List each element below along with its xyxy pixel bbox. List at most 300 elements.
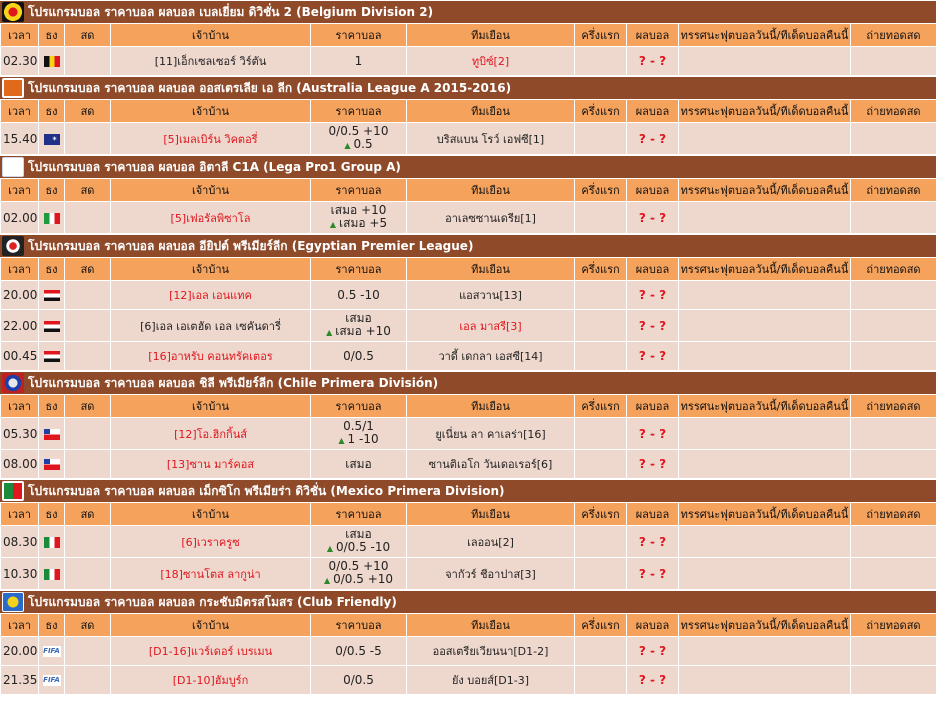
result-cell[interactable] bbox=[627, 310, 679, 342]
home-team-cell bbox=[111, 450, 311, 479]
broadcast-cell[interactable] bbox=[851, 310, 936, 342]
column-header-home: เจ้าบ้าน bbox=[111, 179, 311, 202]
league-section bbox=[0, 371, 936, 479]
league-section bbox=[0, 155, 936, 234]
league-title: โปรแกรมบอล ราคาบอล ผลบอล อิตาลี C1A (Lega Pro1 Group A) bbox=[28, 159, 401, 174]
column-header-result: ผลบอล bbox=[627, 503, 679, 526]
broadcast-cell[interactable] bbox=[851, 202, 936, 234]
league-title: โปรแกรมบอล ราคาบอล ผลบอล เม็กซิโก พรีเมียร่า ดิวิชั่น (Mexico Primera Division) bbox=[28, 483, 505, 498]
score-link[interactable]: ? - ? bbox=[638, 566, 667, 581]
column-header-result: ผลบอล bbox=[627, 179, 679, 202]
column-header-half: ครึ่งแรก bbox=[575, 179, 627, 202]
column-header-row bbox=[1, 614, 936, 637]
match-row bbox=[1, 202, 936, 234]
triangle-up-icon: ▲ bbox=[323, 576, 331, 585]
score-link[interactable]: ? - ? bbox=[638, 644, 667, 658]
away-team-link[interactable]: ยัง บอยส์[D1-3] bbox=[451, 674, 530, 687]
triangle-up-icon: ▲ bbox=[329, 220, 337, 229]
column-header-live: สด bbox=[65, 24, 111, 47]
triangle-up-icon: ▲ bbox=[338, 436, 345, 445]
column-header-home: เจ้าบ้าน bbox=[111, 100, 311, 123]
fixtures-table bbox=[0, 23, 936, 76]
chile-flag-icon bbox=[44, 429, 60, 440]
result-cell[interactable] bbox=[627, 637, 679, 666]
column-header-live: สด bbox=[65, 258, 111, 281]
club-friendly-logo-icon bbox=[2, 592, 24, 612]
league-section bbox=[0, 0, 936, 76]
odds-cell bbox=[311, 47, 407, 76]
league-header[interactable] bbox=[0, 155, 936, 178]
match-time: 20.00 bbox=[1, 281, 39, 310]
column-header-home: เจ้าบ้าน bbox=[111, 614, 311, 637]
broadcast-cell[interactable] bbox=[851, 281, 936, 310]
egypt-league-logo-icon bbox=[2, 236, 24, 256]
column-header-live: สด bbox=[65, 614, 111, 637]
home-team-link[interactable]: [6]เอล เอเตฮัด เอล เซคันดารี่ bbox=[140, 319, 281, 333]
away-team-link[interactable]: จากัวร์ ชีอาปาส[3] bbox=[445, 567, 536, 581]
odds-line-1: 0/0.5 -5 bbox=[335, 643, 382, 658]
home-team-cell bbox=[111, 666, 311, 695]
live-cell[interactable] bbox=[65, 47, 111, 76]
odds-line-1: 0/0.5 +10 bbox=[328, 124, 389, 138]
half-time-cell bbox=[575, 310, 627, 342]
odds-cell bbox=[311, 123, 407, 155]
flag-cell bbox=[39, 666, 65, 695]
match-row bbox=[1, 310, 936, 342]
broadcast-cell[interactable] bbox=[851, 418, 936, 450]
away-team-cell bbox=[407, 450, 575, 479]
score-link[interactable]: ? - ? bbox=[638, 288, 667, 302]
home-team-cell bbox=[111, 202, 311, 234]
match-row bbox=[1, 637, 936, 666]
tips-cell[interactable] bbox=[679, 666, 851, 695]
column-header-tips: ทรรศนะฟุตบอลวันนี้/ทีเด็ดบอลคืนนี้ bbox=[679, 614, 851, 637]
odds-line-1: เสมอ +10 bbox=[330, 203, 387, 217]
fifa-flag-icon: FIFA bbox=[43, 647, 60, 655]
flag-cell bbox=[39, 202, 65, 234]
match-row bbox=[1, 123, 936, 155]
column-header-half: ครึ่งแรก bbox=[575, 614, 627, 637]
column-header-home: เจ้าบ้าน bbox=[111, 503, 311, 526]
score-link[interactable]: ? - ? bbox=[638, 318, 667, 333]
odds-cell bbox=[311, 310, 407, 342]
match-time: 21.35 bbox=[1, 666, 39, 695]
odds-line-1: 0.5 -10 bbox=[337, 287, 380, 302]
away-team-link[interactable]: บริสแบน โรว์ เอฟซี[1] bbox=[436, 132, 545, 146]
match-row bbox=[1, 418, 936, 450]
odds-cell bbox=[311, 342, 407, 371]
odds-line-1: 0/0.5 bbox=[343, 348, 374, 363]
result-cell[interactable] bbox=[627, 526, 679, 558]
half-time-cell bbox=[575, 637, 627, 666]
match-row bbox=[1, 281, 936, 310]
league-title: โปรแกรมบอล ราคาบอล ผลบอล อียิปต์ พรีเมียร์ลีก (Egyptian Premier League) bbox=[28, 238, 474, 253]
fixtures-table bbox=[0, 257, 936, 371]
column-header-time: เวลา bbox=[1, 179, 39, 202]
live-cell[interactable] bbox=[65, 558, 111, 590]
triangle-up-icon: ▲ bbox=[326, 544, 333, 553]
live-cell[interactable] bbox=[65, 526, 111, 558]
mexico-flag-icon bbox=[44, 537, 60, 548]
odds-cell bbox=[311, 666, 407, 695]
column-header-flag: ธง bbox=[39, 395, 65, 418]
broadcast-cell[interactable] bbox=[851, 123, 936, 155]
broadcast-cell[interactable] bbox=[851, 637, 936, 666]
live-cell[interactable] bbox=[65, 281, 111, 310]
column-header-away: ทีมเยือน bbox=[407, 503, 575, 526]
match-time: 08.00 bbox=[1, 450, 39, 479]
away-team-cell bbox=[407, 342, 575, 371]
match-time: 00.45 bbox=[1, 342, 39, 371]
home-team-cell bbox=[111, 558, 311, 590]
flag-cell bbox=[39, 450, 65, 479]
odds-line-2: 0/0.5 -10 bbox=[335, 540, 391, 554]
chile-league-logo-icon bbox=[2, 373, 24, 393]
odds-line-1: 0.5/1 bbox=[343, 419, 374, 433]
italy-flag-icon bbox=[44, 213, 60, 224]
broadcast-cell[interactable] bbox=[851, 450, 936, 479]
home-team-link[interactable]: [D1-16]แวร์เดอร์ เบรเมน bbox=[148, 645, 273, 658]
flag-cell bbox=[39, 418, 65, 450]
belgium-league-logo-icon bbox=[2, 2, 24, 22]
home-team-cell bbox=[111, 418, 311, 450]
column-header-time: เวลา bbox=[1, 503, 39, 526]
league-header[interactable] bbox=[0, 371, 936, 394]
result-cell[interactable] bbox=[627, 418, 679, 450]
column-header-away: ทีมเยือน bbox=[407, 24, 575, 47]
away-team-link[interactable]: อาเลซซานเดรีย[1] bbox=[445, 211, 536, 225]
column-header-broadcast: ถ่ายทอดสด bbox=[851, 614, 936, 637]
home-team-link[interactable]: [13]ซาน มาร์คอส bbox=[166, 458, 255, 471]
live-cell[interactable] bbox=[65, 418, 111, 450]
league-title: โปรแกรมบอล ราคาบอล ผลบอล ชิลี พรีเมียร์ลีก (Chile Primera División) bbox=[28, 375, 439, 390]
column-header-broadcast: ถ่ายทอดสด bbox=[851, 258, 936, 281]
column-header-away: ทีมเยือน bbox=[407, 614, 575, 637]
away-team-link[interactable]: เอล มาสรี[3] bbox=[459, 319, 522, 333]
flag-cell bbox=[39, 637, 65, 666]
home-team-link[interactable]: [16]อาหรับ คอนทรัคเตอร bbox=[148, 350, 273, 363]
result-cell[interactable] bbox=[627, 558, 679, 590]
mexico-league-logo-icon bbox=[2, 481, 24, 501]
live-cell[interactable] bbox=[65, 666, 111, 695]
fixtures-table bbox=[0, 394, 936, 479]
column-header-home: เจ้าบ้าน bbox=[111, 395, 311, 418]
triangle-up-icon: ▲ bbox=[344, 141, 351, 150]
column-header-home: เจ้าบ้าน bbox=[111, 24, 311, 47]
half-time-cell bbox=[575, 558, 627, 590]
column-header-flag: ธง bbox=[39, 24, 65, 47]
half-time-cell bbox=[575, 47, 627, 76]
home-team-cell bbox=[111, 637, 311, 666]
home-team-cell bbox=[111, 310, 311, 342]
flag-cell bbox=[39, 281, 65, 310]
live-cell[interactable] bbox=[65, 310, 111, 342]
column-header-odds: ราคาบอล bbox=[311, 258, 407, 281]
broadcast-cell[interactable] bbox=[851, 342, 936, 371]
league-section bbox=[0, 76, 936, 155]
match-time: 05.30 bbox=[1, 418, 39, 450]
flag-cell bbox=[39, 123, 65, 155]
tips-cell[interactable] bbox=[679, 123, 851, 155]
flag-cell bbox=[39, 310, 65, 342]
column-header-live: สด bbox=[65, 100, 111, 123]
live-cell[interactable] bbox=[65, 450, 111, 479]
match-time: 20.00 bbox=[1, 637, 39, 666]
away-team-link[interactable]: ออสเตรียเวียนนา[D1-2] bbox=[432, 645, 549, 658]
home-team-cell bbox=[111, 47, 311, 76]
column-header-live: สด bbox=[65, 395, 111, 418]
column-header-time: เวลา bbox=[1, 614, 39, 637]
column-header-flag: ธง bbox=[39, 503, 65, 526]
league-section bbox=[0, 590, 936, 695]
column-header-row bbox=[1, 395, 936, 418]
league-title: โปรแกรมบอล ราคาบอล ผลบอล ออสเตรเลีย เอ ลีก (Australia League A 2015-2016) bbox=[28, 80, 512, 95]
league-section bbox=[0, 234, 936, 371]
away-team-link[interactable]: เลออน[2] bbox=[467, 535, 514, 549]
match-row bbox=[1, 558, 936, 590]
egypt-flag-icon bbox=[44, 351, 60, 362]
away-team-cell bbox=[407, 202, 575, 234]
score-link[interactable]: ? - ? bbox=[638, 673, 667, 687]
italy-league-logo-icon bbox=[2, 157, 24, 177]
odds-line-2: เสมอ +5 bbox=[339, 216, 388, 230]
flag-cell bbox=[39, 558, 65, 590]
column-header-broadcast: ถ่ายทอดสด bbox=[851, 24, 936, 47]
odds-line-2: เสมอ +10 bbox=[335, 324, 391, 338]
result-cell[interactable] bbox=[627, 123, 679, 155]
column-header-tips: ทรรศนะฟุตบอลวันนี้/ทีเด็ดบอลคืนนี้ bbox=[679, 503, 851, 526]
league-header[interactable] bbox=[0, 590, 936, 613]
result-cell[interactable] bbox=[627, 666, 679, 695]
column-header-live: สด bbox=[65, 503, 111, 526]
odds-line-2: 1 -10 bbox=[347, 432, 379, 446]
column-header-row bbox=[1, 258, 936, 281]
half-time-cell bbox=[575, 450, 627, 479]
column-header-flag: ธง bbox=[39, 614, 65, 637]
home-team-link[interactable]: [D1-10]ฮัมบูร์ก bbox=[172, 674, 249, 687]
match-row bbox=[1, 342, 936, 371]
column-header-time: เวลา bbox=[1, 24, 39, 47]
australia-league-logo-icon bbox=[2, 78, 24, 98]
match-row bbox=[1, 450, 936, 479]
column-header-time: เวลา bbox=[1, 100, 39, 123]
triangle-up-icon: ▲ bbox=[326, 328, 333, 337]
broadcast-cell[interactable] bbox=[851, 47, 936, 76]
odds-cell bbox=[311, 558, 407, 590]
tips-cell[interactable] bbox=[679, 450, 851, 479]
column-header-row bbox=[1, 24, 936, 47]
column-header-result: ผลบอล bbox=[627, 614, 679, 637]
away-team-link[interactable]: ซานติเอโก วันเดอเรอร์[6] bbox=[428, 458, 553, 471]
league-title: โปรแกรมบอล ราคาบอล ผลบอล เบลเยี่ยม ดิวิชั่น 2 (Belgium Division 2) bbox=[28, 4, 434, 19]
home-team-cell bbox=[111, 123, 311, 155]
column-header-tips: ทรรศนะฟุตบอลวันนี้/ทีเด็ดบอลคืนนี้ bbox=[679, 258, 851, 281]
result-cell[interactable] bbox=[627, 342, 679, 371]
odds-line-1: เสมอ bbox=[345, 456, 372, 471]
column-header-odds: ราคาบอล bbox=[311, 24, 407, 47]
odds-cell bbox=[311, 450, 407, 479]
result-cell[interactable] bbox=[627, 281, 679, 310]
fixtures-table bbox=[0, 99, 936, 155]
tips-cell[interactable] bbox=[679, 47, 851, 76]
odds-line-1: เสมอ bbox=[345, 311, 372, 325]
away-team-cell bbox=[407, 558, 575, 590]
match-time: 08.30 bbox=[1, 526, 39, 558]
column-header-result: ผลบอล bbox=[627, 258, 679, 281]
odds-line-1: 1 bbox=[354, 53, 363, 68]
column-header-tips: ทรรศนะฟุตบอลวันนี้/ทีเด็ดบอลคืนนี้ bbox=[679, 100, 851, 123]
result-cell[interactable] bbox=[627, 450, 679, 479]
column-header-away: ทีมเยือน bbox=[407, 395, 575, 418]
column-header-broadcast: ถ่ายทอดสด bbox=[851, 179, 936, 202]
column-header-row bbox=[1, 179, 936, 202]
column-header-flag: ธง bbox=[39, 100, 65, 123]
score-link[interactable]: ? - ? bbox=[638, 457, 667, 471]
tips-cell[interactable] bbox=[679, 342, 851, 371]
egypt-flag-icon bbox=[44, 321, 60, 332]
column-header-broadcast: ถ่ายทอดสด bbox=[851, 100, 936, 123]
match-time: 02.00 bbox=[1, 202, 39, 234]
belgium-flag-icon bbox=[44, 56, 60, 67]
home-team-link[interactable]: [5]เมลเบิร์น วิคตอรี่ bbox=[163, 132, 258, 146]
odds-line-1: 0/0.5 bbox=[343, 672, 374, 687]
half-time-cell bbox=[575, 202, 627, 234]
away-team-link[interactable]: วาดี้ เดกลา เอสซี[14] bbox=[438, 350, 543, 363]
tips-cell[interactable] bbox=[679, 310, 851, 342]
column-header-time: เวลา bbox=[1, 395, 39, 418]
tips-cell[interactable] bbox=[679, 418, 851, 450]
away-team-cell bbox=[407, 123, 575, 155]
flag-cell bbox=[39, 47, 65, 76]
column-header-half: ครึ่งแรก bbox=[575, 503, 627, 526]
column-header-odds: ราคาบอล bbox=[311, 614, 407, 637]
column-header-time: เวลา bbox=[1, 258, 39, 281]
match-row bbox=[1, 526, 936, 558]
odds-cell bbox=[311, 637, 407, 666]
fifa-flag-icon: FIFA bbox=[43, 676, 60, 684]
odds-line-2: 0.5 bbox=[353, 137, 373, 151]
away-team-cell bbox=[407, 637, 575, 666]
score-link[interactable]: ? - ? bbox=[638, 534, 667, 549]
column-header-away: ทีมเยือน bbox=[407, 100, 575, 123]
away-team-cell bbox=[407, 666, 575, 695]
match-time: 15.40 bbox=[1, 123, 39, 155]
league-title: โปรแกรมบอล ราคาบอล ผลบอล กระชับมิตรสโมสร (Club Friendly) bbox=[28, 594, 397, 609]
league-header[interactable] bbox=[0, 234, 936, 257]
tips-cell[interactable] bbox=[679, 526, 851, 558]
column-header-broadcast: ถ่ายทอดสด bbox=[851, 503, 936, 526]
column-header-broadcast: ถ่ายทอดสด bbox=[851, 395, 936, 418]
column-header-half: ครึ่งแรก bbox=[575, 24, 627, 47]
score-link[interactable]: ? - ? bbox=[638, 426, 667, 441]
away-team-cell bbox=[407, 310, 575, 342]
tips-cell[interactable] bbox=[679, 202, 851, 234]
home-team-link[interactable]: [6]เวราครูซ bbox=[181, 535, 240, 549]
broadcast-cell[interactable] bbox=[851, 558, 936, 590]
live-cell[interactable] bbox=[65, 637, 111, 666]
score-link[interactable]: ? - ? bbox=[638, 349, 667, 363]
flag-cell bbox=[39, 526, 65, 558]
tips-cell[interactable] bbox=[679, 281, 851, 310]
away-team-cell bbox=[407, 47, 575, 76]
column-header-away: ทีมเยือน bbox=[407, 258, 575, 281]
fixtures-table bbox=[0, 502, 936, 590]
column-header-result: ผลบอล bbox=[627, 100, 679, 123]
half-time-cell bbox=[575, 526, 627, 558]
column-header-away: ทีมเยือน bbox=[407, 179, 575, 202]
score-link[interactable]: ? - ? bbox=[638, 54, 667, 68]
mexico-flag-icon bbox=[44, 569, 60, 580]
live-cell[interactable] bbox=[65, 202, 111, 234]
fixtures-table bbox=[0, 613, 936, 695]
odds-cell bbox=[311, 281, 407, 310]
half-time-cell bbox=[575, 281, 627, 310]
home-team-link[interactable]: [5]เฟอรัลพิซาโล bbox=[170, 211, 251, 225]
tips-cell[interactable] bbox=[679, 637, 851, 666]
result-cell[interactable] bbox=[627, 202, 679, 234]
home-team-cell bbox=[111, 281, 311, 310]
live-cell[interactable] bbox=[65, 342, 111, 371]
result-cell[interactable] bbox=[627, 47, 679, 76]
egypt-flag-icon bbox=[44, 290, 60, 301]
column-header-result: ผลบอล bbox=[627, 24, 679, 47]
half-time-cell bbox=[575, 342, 627, 371]
broadcast-cell[interactable] bbox=[851, 666, 936, 695]
broadcast-cell[interactable] bbox=[851, 526, 936, 558]
match-row bbox=[1, 47, 936, 76]
odds-line-1: 0/0.5 +10 bbox=[328, 559, 389, 573]
away-team-link[interactable]: ทูบิซ์[2] bbox=[471, 55, 510, 68]
league-header[interactable] bbox=[0, 479, 936, 502]
home-team-cell bbox=[111, 342, 311, 371]
tips-cell[interactable] bbox=[679, 558, 851, 590]
column-header-odds: ราคาบอล bbox=[311, 100, 407, 123]
home-team-link[interactable]: [12]โอ.ฮิกกิ้นส์ bbox=[174, 427, 247, 441]
live-cell[interactable] bbox=[65, 123, 111, 155]
column-header-row bbox=[1, 100, 936, 123]
away-team-link[interactable]: ยูเนี่ยน ลา คาเลร่า[16] bbox=[435, 427, 546, 441]
odds-line-2: 0/0.5 +10 bbox=[333, 572, 394, 586]
score-link[interactable]: ? - ? bbox=[638, 131, 667, 146]
home-team-link[interactable]: [18]ซานโตส ลากูน่า bbox=[160, 567, 261, 581]
column-header-odds: ราคาบอล bbox=[311, 503, 407, 526]
column-header-odds: ราคาบอล bbox=[311, 395, 407, 418]
home-team-link[interactable]: [12]เอล เอนแทค bbox=[169, 289, 252, 302]
away-team-cell bbox=[407, 281, 575, 310]
column-header-odds: ราคาบอล bbox=[311, 179, 407, 202]
column-header-half: ครึ่งแรก bbox=[575, 395, 627, 418]
home-team-link[interactable]: [11]เอ็กเซลเซอร์ วิร์ตัน bbox=[154, 55, 267, 68]
column-header-result: ผลบอล bbox=[627, 395, 679, 418]
odds-cell bbox=[311, 202, 407, 234]
column-header-row bbox=[1, 503, 936, 526]
match-time: 22.00 bbox=[1, 310, 39, 342]
chile-flag-icon bbox=[44, 459, 60, 470]
score-link[interactable]: ? - ? bbox=[638, 210, 667, 225]
column-header-live: สด bbox=[65, 179, 111, 202]
odds-cell bbox=[311, 418, 407, 450]
match-time: 10.30 bbox=[1, 558, 39, 590]
league-header[interactable] bbox=[0, 0, 936, 23]
odds-cell bbox=[311, 526, 407, 558]
odds-line-1: เสมอ bbox=[345, 527, 372, 541]
column-header-flag: ธง bbox=[39, 258, 65, 281]
column-header-tips: ทรรศนะฟุตบอลวันนี้/ทีเด็ดบอลคืนนี้ bbox=[679, 24, 851, 47]
league-header[interactable] bbox=[0, 76, 936, 99]
column-header-tips: ทรรศนะฟุตบอลวันนี้/ทีเด็ดบอลคืนนี้ bbox=[679, 395, 851, 418]
away-team-link[interactable]: แอสวาน[13] bbox=[459, 289, 522, 302]
match-row bbox=[1, 666, 936, 695]
